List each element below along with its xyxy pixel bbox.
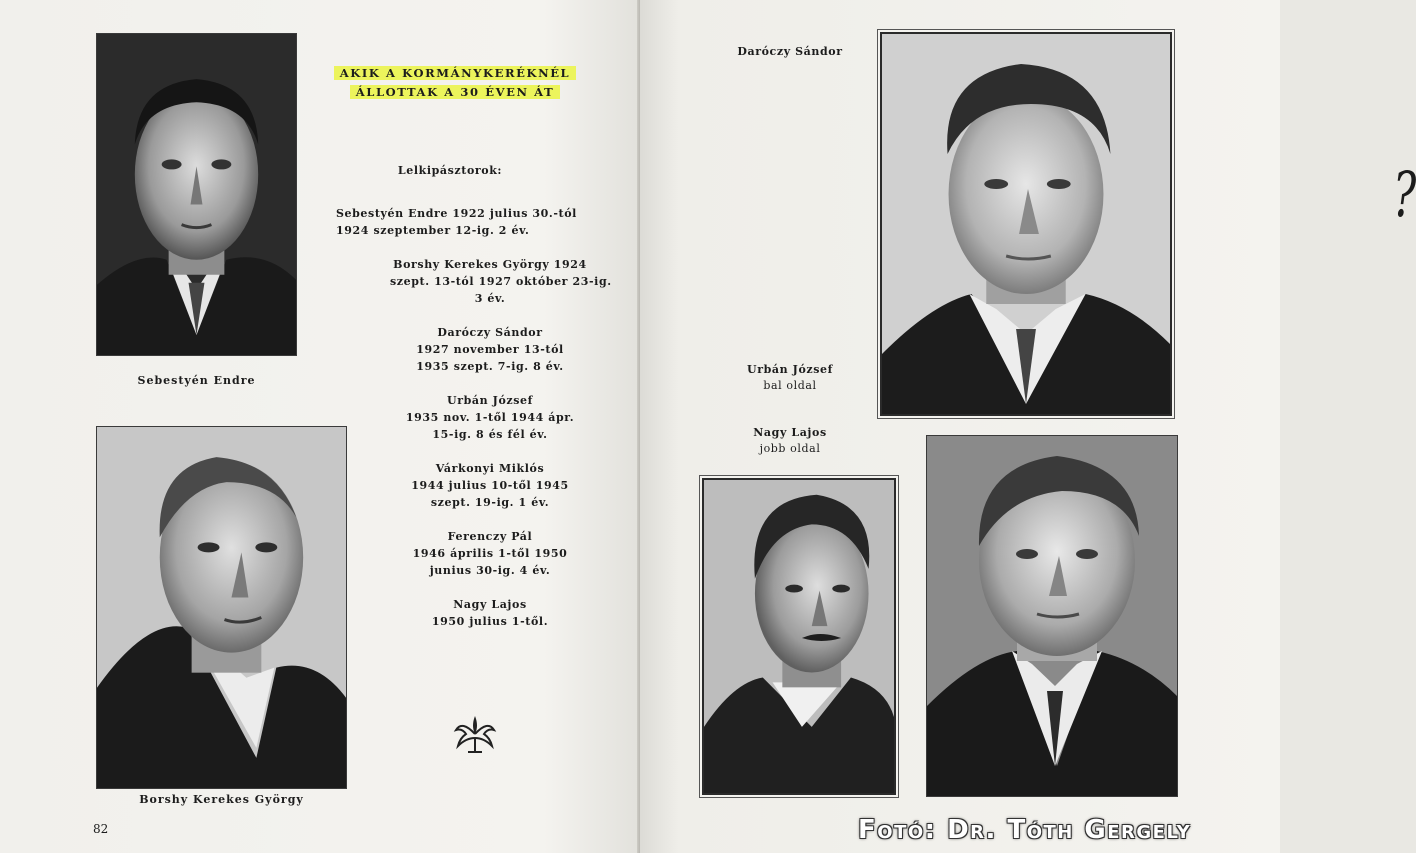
- fleur-ornament-icon: [452, 712, 498, 756]
- pastor-line: 1944 julius 10-től 1945: [411, 479, 569, 492]
- pastor-entry: [390, 392, 590, 443]
- label-name: Daróczy Sándor: [737, 45, 843, 58]
- pastor-line: szept. 19-ig. 1 év.: [430, 496, 550, 509]
- pastor-line: Sebestyén Endre 1922 julius 30.-tól: [336, 207, 577, 220]
- pastor-entry: [390, 256, 612, 307]
- pastor-line: Borshy Kerekes György 1924: [393, 258, 587, 271]
- pastor-line: 1935 nov. 1-től 1944 ápr.: [405, 411, 575, 424]
- label-daroczy-sandor: [710, 44, 870, 60]
- pastor-entry: [390, 596, 590, 630]
- headline-line-2: ÁLLOTTAK A 30 ÉVEN ÁT: [350, 85, 560, 99]
- pastor-line: Daróczy Sándor: [437, 326, 543, 339]
- label-side: jobb oldal: [759, 442, 821, 455]
- question-mark-glyph: ?: [1392, 158, 1416, 231]
- pastors-title: Lelkipásztorok:: [397, 164, 503, 177]
- label-side: bal oldal: [763, 379, 817, 392]
- pastor-entry: [390, 528, 590, 579]
- caption-sebestyen-endre: Sebestyén Endre: [137, 374, 256, 387]
- label-nagy-lajos: [710, 425, 870, 457]
- pastor-line: Ferenczy Pál: [447, 530, 533, 543]
- pastor-line: 3 év.: [474, 292, 506, 305]
- headline-line-1: AKIK A KORMÁNYKERÉKNÉL: [334, 66, 577, 80]
- portrait-urban-jozsef: [702, 478, 896, 795]
- pastor-line: Nagy Lajos: [453, 598, 527, 611]
- pastor-line: junius 30-ig. 4 év.: [429, 564, 551, 577]
- pastor-line: 15-ig. 8 és fél év.: [432, 428, 548, 441]
- pastor-entry: [390, 460, 590, 511]
- pastor-line: Várkonyi Miklós: [435, 462, 545, 475]
- portrait-daroczy-sandor: [880, 32, 1172, 416]
- pastors-list: [330, 162, 612, 647]
- pastor-line: Urbán József: [447, 394, 533, 407]
- left-page: [0, 0, 640, 853]
- caption-borshy-kerekes-gyorgy: Borshy Kerekes György: [139, 793, 304, 806]
- photo-credit-watermark: Fotó: Dr. Tóth Gergely: [858, 815, 1192, 845]
- pastor-entry: [336, 205, 577, 239]
- pastor-line: szept. 13-tól 1927 október 23-ig.: [390, 275, 612, 288]
- label-urban-jozsef: [710, 362, 870, 394]
- pastor-line: 1927 november 13-tól: [416, 343, 564, 356]
- pastor-line: 1946 április 1-től 1950: [412, 547, 568, 560]
- portrait-borshy-kerekes-gyorgy: [96, 426, 347, 789]
- pastor-line: 1950 julius 1-től.: [431, 615, 549, 628]
- portrait-sebestyen-endre: [96, 33, 297, 356]
- pastor-line: 1924 szeptember 12-ig. 2 év.: [336, 224, 530, 237]
- page-number: 82: [93, 822, 109, 836]
- label-name: Urbán József: [747, 363, 833, 376]
- label-name: Nagy Lajos: [753, 426, 827, 439]
- right-page: [640, 0, 1416, 853]
- portrait-nagy-lajos: [926, 435, 1178, 797]
- pastor-entry: [390, 324, 590, 375]
- headline: [320, 64, 590, 102]
- pastor-line: 1935 szept. 7-ig. 8 év.: [416, 360, 564, 373]
